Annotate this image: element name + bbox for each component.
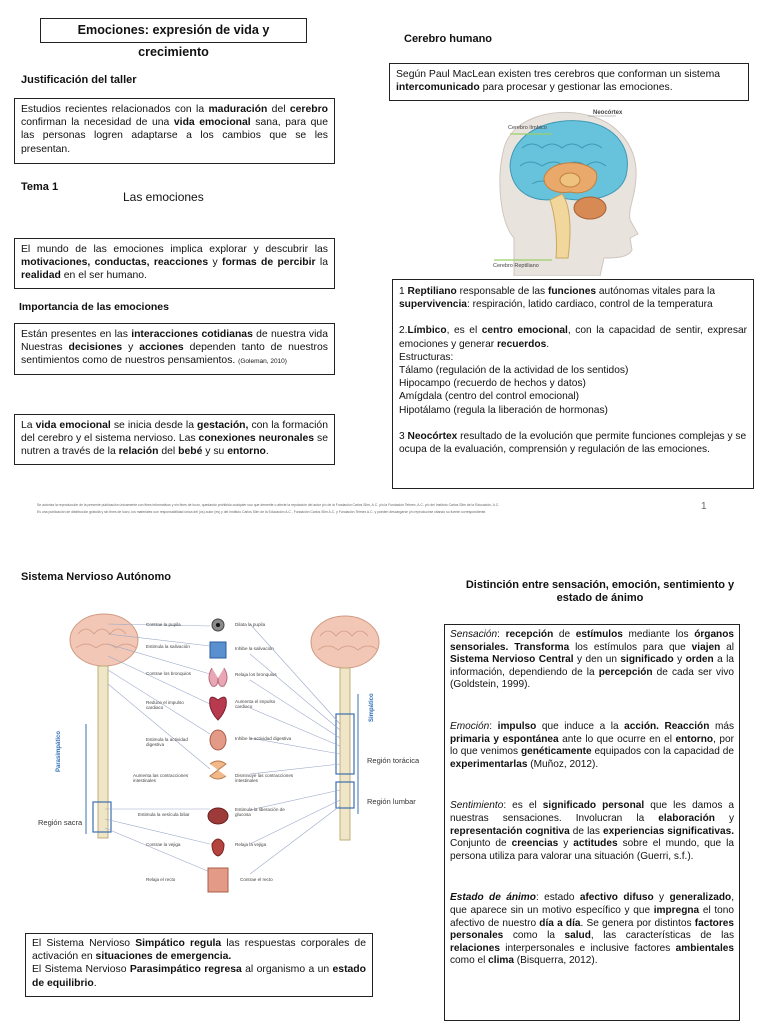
text-run: 1 [399, 286, 408, 297]
document-title: Emociones: expresión de vida y crecimiento [77, 23, 270, 59]
vida-emocional-box [14, 414, 335, 465]
reptilian-label: Cerebro Reptiliano [493, 263, 539, 269]
left-effect-5: Aumenta las contracciones intestinales [133, 773, 189, 784]
bold-run: actitudes [573, 838, 618, 850]
left-effect-8: Relaja el recto [146, 877, 176, 882]
structure-item: Hipotálamo (regula la liberación de hormonas) [399, 404, 608, 416]
text-run: los estímulos para que [569, 641, 692, 653]
bold-run: factores personales [450, 917, 735, 942]
justification-heading: Justificación del taller [21, 74, 137, 86]
bold-run: ambientales [675, 942, 734, 954]
left-effect-0: Contrae la pupila [146, 622, 181, 627]
sympathetic-paragraph [32, 937, 366, 963]
structure-item: Amígdala (centro del control emocional) [399, 391, 580, 403]
neocortex-paragraph [399, 430, 747, 456]
text-run: y [208, 257, 222, 269]
bold-run: conexiones neuronales [198, 433, 315, 445]
text-run: el tono afectivo de nuestro [450, 904, 734, 929]
bold-run: afectivo difuso [579, 892, 654, 904]
distinction-box [444, 624, 740, 1021]
bold-run: formas de percibir [222, 257, 316, 269]
text-run: La [21, 420, 36, 431]
text-run: del [267, 104, 290, 115]
left-effect-1: Estimula la salivación [146, 644, 190, 649]
text-run: confirman la necesidad de una [21, 117, 174, 129]
text-run: en el ser humano. [60, 270, 147, 282]
text-run: y [673, 654, 686, 666]
parasympathetic-paragraph [32, 963, 366, 989]
bold-run: acción. Reacción [624, 720, 710, 732]
bold-run: estado de equilibrio [32, 964, 367, 989]
text-run: El mundo de las emociones implica explorar y descubrir las [21, 244, 328, 255]
text-run: como el [450, 955, 489, 967]
bold-run: creencias [511, 838, 559, 850]
text-run: del [158, 446, 179, 458]
bold-run: relaciones [450, 942, 500, 954]
stomach-icon [210, 730, 226, 750]
text-run: se inicia desde la [110, 420, 198, 431]
text-run: de cada ser vivo (Goldstein, 1999). [450, 666, 734, 691]
text-run: autónomas vitales para la [596, 286, 715, 297]
three-brains-box [392, 279, 754, 489]
text-run: , es el [446, 325, 482, 337]
bold-run: decisiones [68, 342, 123, 354]
bold-run: relación [118, 446, 159, 458]
term: Emoción [450, 720, 490, 732]
nervous-system-diagram [60, 604, 400, 904]
text-run: más [709, 720, 735, 732]
right-spine [340, 668, 350, 840]
justification-box [14, 98, 335, 164]
text-run: la [315, 257, 328, 269]
text-run: responsable de las [456, 286, 548, 297]
bold-run: estímulos [575, 629, 623, 640]
bold-run: intercomunicado [396, 82, 480, 94]
importancia-box [14, 323, 335, 375]
bold-run: viajen [691, 641, 721, 653]
term: Sentimiento [450, 800, 504, 812]
importancia-heading: Importancia de las emociones [19, 301, 169, 313]
right-effect-0: Dilata la pupila [235, 622, 266, 627]
bold-run: generalizado [669, 892, 732, 904]
text-run: , por lo que venimos [450, 733, 734, 758]
brain-heading: Cerebro humano [404, 33, 493, 45]
text-run: con la formación del cerebro y el sistema nervioso. Las [21, 420, 328, 445]
bold-run: significado personal [542, 800, 645, 812]
sympathetic-label: Simpático [369, 693, 375, 722]
text-run: a la información, dependiendo de la [450, 654, 735, 678]
bold-run: impregna [653, 904, 700, 916]
region-sacra-label: Región sacra [38, 818, 83, 827]
text-run: . [546, 338, 550, 350]
bold-run: experiencias significativas. [603, 825, 735, 837]
limbic-label: Cerebro límbico [508, 125, 547, 131]
bold-run: motivaciones, conductas, reacciones [21, 257, 209, 269]
bold-run: funciones [547, 286, 597, 297]
text-run: El Sistema Nervioso [32, 964, 130, 976]
bold-run: Sistema Nervioso Central [450, 654, 574, 666]
text-run: . [265, 446, 269, 458]
right-effect-8: Contrae el recto [240, 877, 273, 882]
left-brain [70, 614, 138, 666]
bold-run: supervivencia [399, 299, 467, 311]
text-run: y [653, 892, 670, 904]
bold-run: cerebro [289, 104, 328, 115]
text-run: , las características de las [590, 930, 735, 942]
text-run: y [714, 812, 734, 824]
text-run: , que aparece sin un motivo específico y que [450, 892, 734, 916]
bold-run: órganos sensoriales. Transforma [450, 629, 735, 653]
text-run: y [558, 838, 574, 850]
text-run: . Se genera por distintos [580, 917, 695, 929]
bold-run: experimentarlas [450, 758, 528, 770]
parasympathetic-label: Parasimpático [56, 730, 62, 772]
brain-illustration [492, 108, 642, 276]
text-run: y den un [573, 654, 621, 666]
right-brain [311, 616, 379, 668]
text-run: El Sistema Nervioso [32, 938, 136, 949]
text-run: y [122, 342, 140, 354]
las-emociones-title: Las emociones [123, 190, 204, 204]
text-run: y su [202, 446, 228, 458]
text-run: 2. [399, 325, 408, 337]
bold-run: bebé [178, 446, 203, 458]
left-effect-2: Contrae los bronquios [146, 671, 191, 676]
right-effect-3: Aumenta el impulso cardiaco [235, 699, 276, 710]
left-effect-4: Estimula la actividad digestiva [146, 737, 188, 748]
text-run: Conjunto de [450, 838, 512, 850]
bold-run: salud [564, 930, 591, 942]
bold-run: representación cognitiva [450, 825, 570, 837]
bold-run: impulso [497, 720, 537, 732]
region-lumbar-label: Región lumbar [367, 797, 416, 806]
lungs-icon [209, 668, 227, 686]
text-run: interpersonales e inclusive factores [499, 942, 676, 954]
bold-run: elaboración [658, 812, 715, 824]
bold-run: vida emocional [35, 420, 111, 431]
text-run: como la [503, 930, 565, 942]
text-run: : es el [503, 800, 543, 812]
bold-run: día a día [539, 917, 581, 929]
text-run: las respuestas corporales de activación en [32, 938, 366, 963]
text-run: Están presentes en las [21, 329, 132, 340]
text-run: : respiración, latido cardiaco, control de la temperatura [466, 299, 713, 311]
right-effect-5: Disminuye las contracciones intestinales [235, 773, 294, 784]
left-spine [98, 666, 108, 838]
document-title-box [40, 18, 307, 59]
citation: (Goleman, 2010) [238, 358, 287, 366]
text-run: al organismo a un [241, 964, 333, 976]
text-run: resultado de la evolución que permite funciones complejas y se ocupa de la evaluación, comprensión y regulación de las emociones. [399, 430, 747, 456]
intestines-icon [210, 761, 226, 779]
sensacion-definition [450, 629, 734, 692]
tema-label: Tema 1 [21, 181, 59, 193]
text-run: sana, para que las personas logren adaptarse a los cambios que se les presentan. [21, 117, 328, 155]
emocion-definition [450, 721, 734, 771]
text-run: mediante los [622, 629, 695, 640]
neocortex-label: Neocórtex [593, 110, 623, 116]
liver-icon [208, 808, 228, 824]
left-effect-3: Reduce el impulso cardiaco [146, 700, 184, 711]
region-toracica-label: Región torácica [367, 756, 420, 765]
text-run: : [489, 720, 498, 732]
rectum-icon [208, 868, 228, 892]
estado-animo-definition [450, 892, 734, 968]
bold-run: vida emocional [173, 117, 251, 129]
text-run: , con la capacidad de sentir, expresar emociones y generar [399, 325, 747, 350]
right-effect-2: Relaja los bronquios [235, 672, 277, 677]
distincion-heading: Distinción entre sensación, emoción, sentimiento y estado de ánimo [465, 579, 735, 604]
text-run: que les damos a nuestras sensaciones. Involucran la [450, 800, 735, 824]
right-effect-1: Inhibe la salivación [235, 646, 274, 651]
text-run: : [497, 629, 506, 640]
right-effect-4: Inhibe la actividad digestiva [235, 736, 292, 741]
left-effect-6: Estimula la vesícula biliar [138, 812, 190, 817]
text-run: . [93, 977, 97, 989]
text-run: de nuestra vida Nuestras [21, 329, 328, 354]
bold-run: realidad [21, 270, 61, 282]
text-run: 3 [399, 430, 408, 442]
sna-heading: Sistema Nervioso Autónomo [21, 571, 171, 583]
term: Sensación [450, 629, 498, 640]
bold-run: clima [488, 955, 514, 967]
footer-legal-2: Es una publicación de distribución gratuita y sin fines de lucro, los materiales son responsabilidad única del (os) autor (es) y del Instituto Carlos Slim de la Educación A.C., Fundación Carlos Slim A.C. y Fundación Telmex A.C. y pueden descargarse y/o reproducirse citando su fuente correspondiente. [37, 510, 487, 514]
mundo-box [14, 238, 335, 289]
text-run: al [720, 641, 734, 653]
right-effect-7: Relaja la vejiga [235, 842, 267, 847]
text-run: : estado [535, 892, 580, 904]
bold-run: genéticamente [520, 746, 592, 758]
page-number: 1 [701, 501, 707, 512]
text-run: sobre el mundo, que la persona utiliza para valorar una situación (Guerri, s.f.). [450, 838, 734, 862]
bold-run: situaciones de emergencia. [95, 951, 232, 963]
salivary-gland-icon [210, 642, 226, 658]
text-run: (Bisquerra, 2012). [513, 955, 598, 967]
bold-run: primaria y espontánea [450, 733, 559, 745]
term: Estado de ánimo [450, 892, 536, 904]
text-run: Estudios recientes relacionados con la [21, 104, 209, 115]
bladder-icon [212, 839, 224, 856]
bold-run: gestación, [197, 420, 249, 431]
bold-run: entorno [675, 733, 714, 745]
bold-run: Neocórtex [407, 430, 458, 442]
structure-item: Hipocampo (recuerdo de hechos y datos) [399, 378, 586, 390]
right-effect-6: Estimula la liberación de glucosa [235, 807, 285, 818]
text-run: de [553, 629, 576, 640]
text-run: (Muñoz, 2012). [527, 758, 599, 770]
bold-run: acciones [139, 342, 184, 354]
bold-run: Reptiliano [407, 286, 457, 297]
text-run: que induce a la [536, 720, 625, 732]
text-run: se nutren a través de la [21, 433, 328, 458]
nervous-system-box [25, 933, 373, 997]
text-run: Según Paul MacLean existen tres cerebros que conforman un sistema [396, 69, 721, 80]
bold-run: entorno [227, 446, 266, 458]
limbic-paragraph [399, 324, 747, 350]
bold-run: percepción [598, 666, 653, 678]
bold-run: orden [685, 654, 714, 666]
text-run: para procesar y gestionar las emociones. [479, 82, 673, 94]
maclean-box [389, 63, 749, 101]
bold-run: recuerdos [496, 338, 547, 350]
bold-run: interacciones cotidianas [131, 329, 253, 340]
bold-run: Simpático regula [135, 938, 222, 949]
bold-run: centro emocional [481, 325, 568, 337]
text-run: ante lo que ocurre en el [558, 733, 676, 745]
structure-item: Tálamo (regulación de la actividad de los sentidos) [399, 365, 629, 377]
sentimiento-definition [450, 800, 734, 863]
footer-legal-1: Se autoriza la reproducción de la presente publicación únicamente con fines informativos y sin fines de lucro, quedando prohibido cualquier uso que demerite o afecte la reputación del autor y/o de la Fundación Carlos Slim, A.C. y/o la Fundación Telmex, A.C. y/o del Instituto Carlos Slim de la Educación, A.C. [37, 503, 500, 507]
bold-run: maduración [208, 104, 268, 115]
bold-run: Parasimpático regresa [129, 964, 242, 976]
structures-label: Estructuras: [399, 351, 454, 363]
thalamus-shape [560, 173, 580, 187]
reptilian-paragraph [399, 285, 747, 311]
heart-icon [210, 697, 227, 720]
left-effect-7: Contrae la vejiga [146, 842, 181, 847]
text-run: dependen tanto de nuestros sentimientos como de nuestros pensamientos. [21, 342, 328, 367]
bold-run: recepción [505, 629, 554, 640]
bold-run: Límbico [407, 325, 447, 337]
text-run: de las [569, 825, 604, 837]
cerebellum-shape [574, 197, 606, 219]
text-run: equipados con la capacidad de [591, 746, 734, 758]
bold-run: significado [620, 654, 674, 666]
